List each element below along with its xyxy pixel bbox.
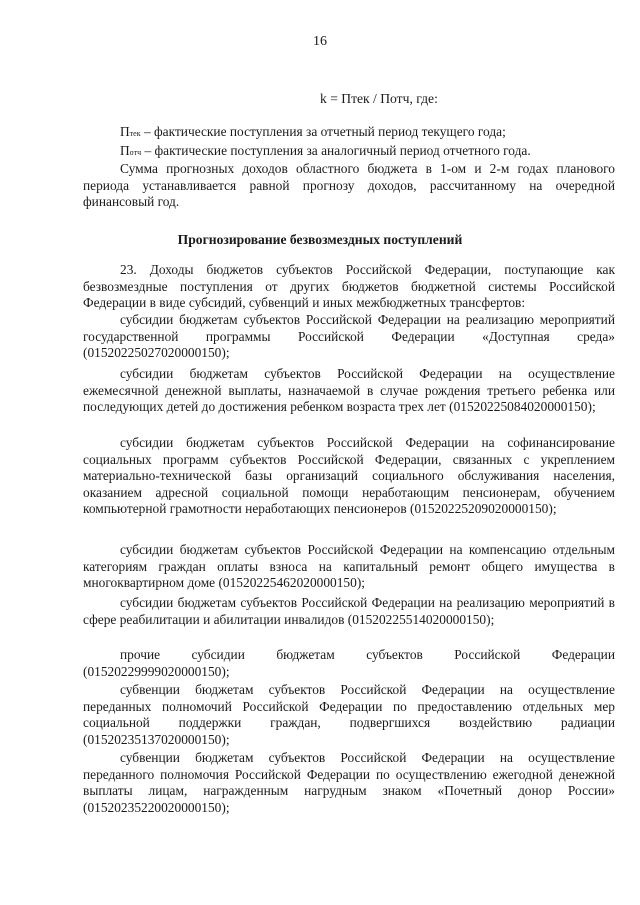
paragraph-p3 [83,435,615,518]
paragraph-p7 [83,682,615,748]
paragraph-p5 [83,595,615,628]
definition-previous: Потч – фактические поступления за аналогичный период отчетного года. [120,142,531,158]
paragraph-p4 [83,542,615,592]
paragraph: прочие субсидии бюджетам субъектов Российской Федерации (01520229999020000150); [83,647,615,679]
formula: k = Птек / Потч, где: [320,91,438,106]
paragraph: субсидии бюджетам субъектов Российской Федерации на реализацию мероприятий государственной программы Российской Федерации «Доступная среда» (01520225027020000150); [83,312,615,361]
sum-paragraph: Сумма прогнозных доходов областного бюджета в 1-ом и 2-м годах планового периода устанавливается равной прогнозу доходов, рассчитанному на очередной финансовый год. [83,161,615,210]
definitions-block [83,124,615,211]
section-heading: Прогнозирование безвозмездных поступлений [177,232,463,247]
paragraph: субсидии бюджетам субъектов Российской Федерации на компенсацию отдельным категориям граждан оплаты взноса на капитальный ремонт общего имущества в многоквартирном доме (01520225462020000150); [83,542,615,591]
definition-current: Птек – фактические поступления за отчетный период текущего года; [120,124,506,139]
paragraph: субсидии бюджетам субъектов Российской Федерации на осуществление ежемесячной денежной выплаты, назначаемой в случае рождения третьего ребенка или последующих детей до достижения ребенком возраста трех лет (01520225084020000150); [83,366,615,415]
paragraph: субсидии бюджетам субъектов Российской Федерации на софинансирование социальных программ субъектов Российской Федерации, связанных с укреплением материально-технической базы организаций социального обслуживания населения, оказанием адресной социальной помощи неработающим пенсионерам, обучением компьютерной грамотности неработающих пенсионеров (01520225209020000150); [83,435,615,517]
paragraph-p0 [83,262,615,312]
paragraph-p1 [83,312,615,362]
paragraph: 23. Доходы бюджетов субъектов Российской Федерации, поступающие как безвозмездные поступления от других бюджетов бюджетной системы Российской Федерации в виде субсидий, субвенций и иных межбюджетных трансфертов: [83,262,615,311]
paragraph: субвенции бюджетам субъектов Российской Федерации на осуществление переданного полномочия Российской Федерации по осуществлению ежегодной денежной выплаты лицам, награжденным нагрудным знаком «Почетный донор России» (01520235220020000150); [83,750,615,815]
paragraph-p6 [83,647,615,680]
paragraph: субсидии бюджетам субъектов Российской Федерации на реализацию мероприятий в сфере реабилитации и абилитации инвалидов (01520225514020000150); [83,595,615,627]
paragraph-p8 [83,750,615,816]
page-number: 16 [313,34,327,49]
paragraph-p2 [83,366,615,416]
paragraph: субвенции бюджетам субъектов Российской Федерации на осуществление переданных полномочий Российской Федерации по предоставлению отдельных мер социальной поддержки граждан, подвергшихся воздействию радиации (01520235137020000150); [83,682,615,747]
